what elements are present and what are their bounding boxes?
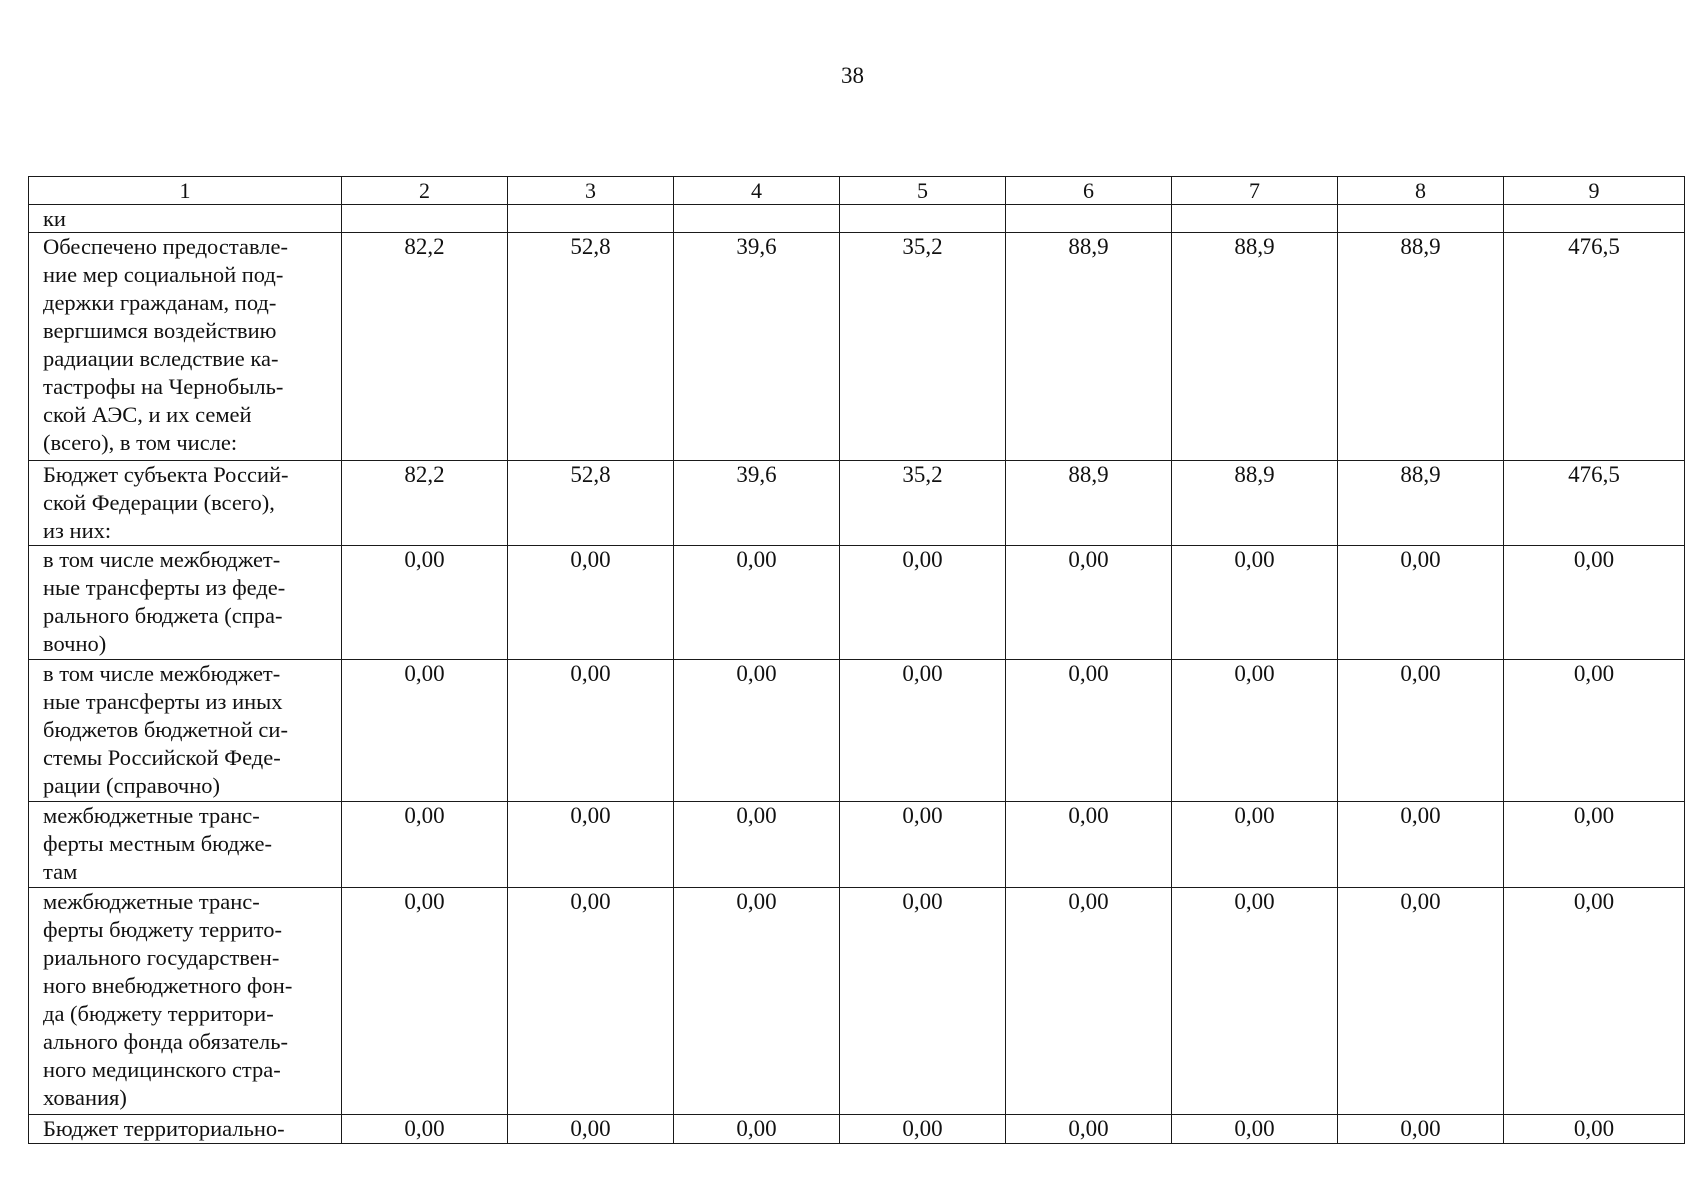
row-label: Обеспечено предоставле- ние мер социальной под- держки гражданам, под- вергшимся воздействию радиации вследствие ка- тастрофы на Чернобыль- ской АЭС, и их семей (всего), в том числе: [29, 233, 342, 461]
continuation-row [29, 205, 1685, 233]
value-cell [674, 660, 840, 802]
cell-value: 0,00 [1068, 803, 1109, 828]
value-cell [1172, 1115, 1338, 1144]
value-cell [1504, 660, 1685, 802]
value-cell [840, 888, 1006, 1115]
value-cell [1504, 233, 1685, 461]
cell-value: 0,00 [902, 661, 943, 686]
cell-value: 0,00 [902, 889, 943, 914]
value-cell [1338, 888, 1504, 1115]
table-row [29, 802, 1685, 888]
value-cell [840, 546, 1006, 660]
empty-cell [1172, 205, 1338, 233]
cell-value: 88,9 [1068, 234, 1109, 259]
cell-value: 88,9 [1400, 234, 1441, 259]
value-cell [342, 461, 508, 546]
cell-value: 39,6 [736, 234, 777, 259]
cell-value: 82,2 [404, 234, 445, 259]
table-row [29, 1115, 1685, 1144]
cell-value: 88,9 [1234, 234, 1275, 259]
cell-value: 0,00 [902, 547, 943, 572]
empty-cell [1338, 205, 1504, 233]
value-cell [840, 233, 1006, 461]
table-row [29, 233, 1685, 461]
value-cell [1338, 660, 1504, 802]
value-cell [674, 546, 840, 660]
value-cell [1504, 888, 1685, 1115]
cell-value: 35,2 [902, 234, 943, 259]
cell-value: 0,00 [570, 889, 611, 914]
cell-value: 39,6 [736, 462, 777, 487]
cell-value: 52,8 [570, 234, 611, 259]
cell-value: 0,00 [902, 1116, 943, 1141]
table-row [29, 546, 1685, 660]
continuation-label: ки [29, 205, 342, 233]
cell-value: 0,00 [1068, 889, 1109, 914]
value-cell [674, 233, 840, 461]
cell-value: 88,9 [1068, 462, 1109, 487]
table-row [29, 660, 1685, 802]
cell-value: 0,00 [1068, 547, 1109, 572]
cell-value: 0,00 [736, 547, 777, 572]
value-cell [1172, 660, 1338, 802]
row-label: межбюджетные транс- ферты местным бюдже- там [29, 802, 342, 888]
empty-cell [342, 205, 508, 233]
cell-value: 0,00 [1400, 889, 1441, 914]
cell-value: 0,00 [736, 661, 777, 686]
value-cell [1504, 802, 1685, 888]
column-header: 7 [1172, 177, 1338, 205]
cell-value: 0,00 [570, 661, 611, 686]
value-cell [342, 888, 508, 1115]
value-cell [674, 802, 840, 888]
cell-value: 0,00 [1068, 661, 1109, 686]
cell-value: 52,8 [570, 462, 611, 487]
empty-cell [674, 205, 840, 233]
value-cell [674, 461, 840, 546]
cell-value: 88,9 [1234, 462, 1275, 487]
value-cell [1338, 802, 1504, 888]
value-cell [1172, 233, 1338, 461]
cell-value: 0,00 [736, 889, 777, 914]
value-cell [508, 461, 674, 546]
cell-value: 0,00 [1573, 661, 1615, 686]
cell-value: 0,00 [404, 889, 445, 914]
value-cell [1006, 888, 1172, 1115]
value-cell [840, 660, 1006, 802]
value-cell [1006, 1115, 1172, 1144]
column-header: 3 [508, 177, 674, 205]
cell-value: 0,00 [1400, 547, 1441, 572]
value-cell [840, 802, 1006, 888]
value-cell [342, 660, 508, 802]
value-cell [1338, 233, 1504, 461]
cell-value: 0,00 [570, 803, 611, 828]
column-header: 9 [1504, 177, 1685, 205]
value-cell [342, 546, 508, 660]
cell-value: 0,00 [1234, 1116, 1275, 1141]
value-cell [508, 546, 674, 660]
row-label: Бюджет субъекта Россий- ской Федерации (всего), из них: [29, 461, 342, 546]
value-cell [1172, 802, 1338, 888]
value-cell [674, 888, 840, 1115]
column-header: 6 [1006, 177, 1172, 205]
cell-value: 0,00 [404, 547, 445, 572]
value-cell [840, 461, 1006, 546]
value-cell [1338, 1115, 1504, 1144]
column-header: 4 [674, 177, 840, 205]
empty-cell [1504, 205, 1685, 233]
column-header: 8 [1338, 177, 1504, 205]
cell-value: 0,00 [1234, 661, 1275, 686]
value-cell [342, 233, 508, 461]
budget-table [28, 176, 1685, 1144]
value-cell [342, 802, 508, 888]
empty-cell [1006, 205, 1172, 233]
value-cell [674, 1115, 840, 1144]
cell-value: 0,00 [1234, 547, 1275, 572]
cell-value: 0,00 [404, 1116, 445, 1141]
cell-value: 0,00 [1573, 803, 1615, 828]
row-label: в том числе межбюджет- ные трансферты из иных бюджетов бюджетной си- стемы Российской Феде- рации (справочно) [29, 660, 342, 802]
value-cell [1006, 660, 1172, 802]
cell-value: 476,5 [1568, 234, 1620, 259]
empty-cell [508, 205, 674, 233]
cell-value: 0,00 [902, 803, 943, 828]
page-number: 38 [841, 63, 864, 88]
value-cell [1006, 802, 1172, 888]
cell-value: 35,2 [902, 462, 943, 487]
column-header: 2 [342, 177, 508, 205]
cell-value: 0,00 [1573, 547, 1615, 572]
cell-value: 0,00 [736, 803, 777, 828]
cell-value: 0,00 [1234, 803, 1275, 828]
value-cell [1504, 461, 1685, 546]
cell-value: 0,00 [1400, 1116, 1441, 1141]
cell-value: 0,00 [404, 661, 445, 686]
empty-cell [840, 205, 1006, 233]
cell-value: 0,00 [1573, 889, 1615, 914]
value-cell [1172, 546, 1338, 660]
cell-value: 476,5 [1568, 462, 1620, 487]
value-cell [1338, 546, 1504, 660]
column-number-row [29, 177, 1685, 205]
value-cell [1338, 461, 1504, 546]
value-cell [1504, 1115, 1685, 1144]
cell-value: 0,00 [404, 803, 445, 828]
value-cell [1006, 233, 1172, 461]
cell-value: 0,00 [1234, 889, 1275, 914]
column-header: 5 [840, 177, 1006, 205]
value-cell [508, 888, 674, 1115]
cell-value: 0,00 [1068, 1116, 1109, 1141]
value-cell [1504, 546, 1685, 660]
cell-value: 0,00 [570, 547, 611, 572]
cell-value: 0,00 [1400, 803, 1441, 828]
value-cell [508, 660, 674, 802]
cell-value: 0,00 [1573, 1116, 1615, 1141]
row-label: в том числе межбюджет- ные трансферты из феде- рального бюджета (спра- вочно) [29, 546, 342, 660]
cell-value: 0,00 [1400, 661, 1441, 686]
value-cell [508, 233, 674, 461]
cell-value: 0,00 [570, 1116, 611, 1141]
table-row [29, 888, 1685, 1115]
cell-value: 88,9 [1400, 462, 1441, 487]
column-header: 1 [29, 177, 342, 205]
cell-value: 0,00 [736, 1116, 777, 1141]
table-row [29, 461, 1685, 546]
value-cell [1172, 888, 1338, 1115]
value-cell [508, 1115, 674, 1144]
cell-value: 82,2 [404, 462, 445, 487]
value-cell [1172, 461, 1338, 546]
value-cell [508, 802, 674, 888]
value-cell [1006, 461, 1172, 546]
row-label: Бюджет территориально- [29, 1115, 342, 1144]
value-cell [342, 1115, 508, 1144]
row-label: межбюджетные транс- ферты бюджету террито- риального государствен- ного внебюджетного фон- да (бюджету территори- ального фонда обязатель- ного медицинского стра- хования) [29, 888, 342, 1115]
value-cell [840, 1115, 1006, 1144]
value-cell [1006, 546, 1172, 660]
